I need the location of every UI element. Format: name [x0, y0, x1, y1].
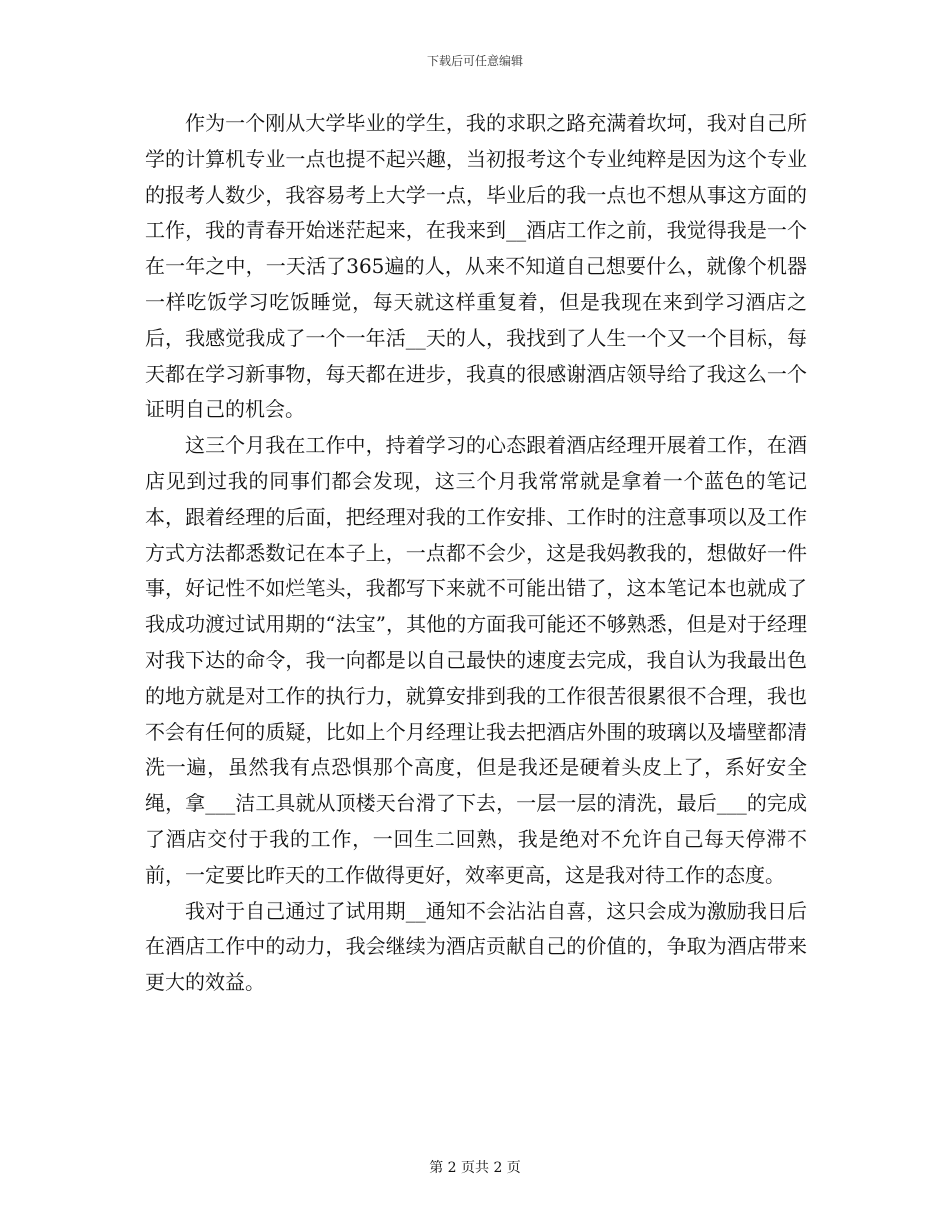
page-header: 下载后可任意编辑 — [426, 54, 523, 68]
document-body — [145, 106, 807, 1001]
paragraph-2: 这三个月我在工作中，持着学习的心态跟着酒店经理开展着工作，在酒店见到过我的同事们都会发现，这三个月我常常就是拿着一个蓝色的笔记本，跟着经理的后面，把经理对我的工作安排、工作时的注意事项以及工作方式方法都悉数记在本子上，一点都不会少，这是我妈教我的，想做好一件事，好记性不如烂笔头，我都写下来就不可能出错了，这本笔记本也就成了我成功渡过试用期的“法宝”，其他的方面我可能还不够熟悉，但是对于经理对我下达的命令，我一向都是以自己最快的速度去完成，我自认为我最出色的地方就是对工作的执行力，就算安排到我的工作很苦很累很不合理，我也不会有任何的质疑，比如上个月经理让我去把酒店外围的玻璃以及墙壁都清洗一遍，虽然我有点恐惧那个高度，但是我还是硬着头皮上了，系好安全绳，拿___洁工具就从顶楼天台滑了下去，一层一层的清洗，最后___的完成了酒店交付于我的工作，一回生二回熟，我是绝对不允许自己每天停滞不前，一定要比昨天的工作做得更好，效率更高，这是我对待工作的态度。 — [145, 433, 807, 887]
page-number: 第 2 页共 2 页 — [429, 1160, 521, 1176]
paragraph-1: 作为一个刚从大学毕业的学生，我的求职之路充满着坎坷，我对自己所学的计算机专业一点也提不起兴趣，当初报考这个专业纯粹是因为这个专业的报考人数少，我容易考上大学一点，毕业后的我一点也不想从事这方面的工作，我的青春开始迷茫起来，在我来到__酒店工作之前，我觉得我是一个在一年之中，一天活了365遍的人，从来不知道自己想要什么，就像个机器一样吃饭学习吃饭睡觉，每天就这样重复着，但是我现在来到学习酒店之后，我感觉我成了一个一年活__天的人，我找到了人生一个又一个目标，每天都在学习新事物，每天都在进步，我真的很感谢酒店领导给了我这么一个证明自己的机会。 — [145, 111, 807, 422]
paragraph-3: 我对于自己通过了试用期__通知不会沾沾自喜，这只会成为激励我日后在酒店工作中的动力，我会继续为酒店贡献自己的价值的，争取为酒店带来更大的效益。 — [145, 898, 807, 995]
